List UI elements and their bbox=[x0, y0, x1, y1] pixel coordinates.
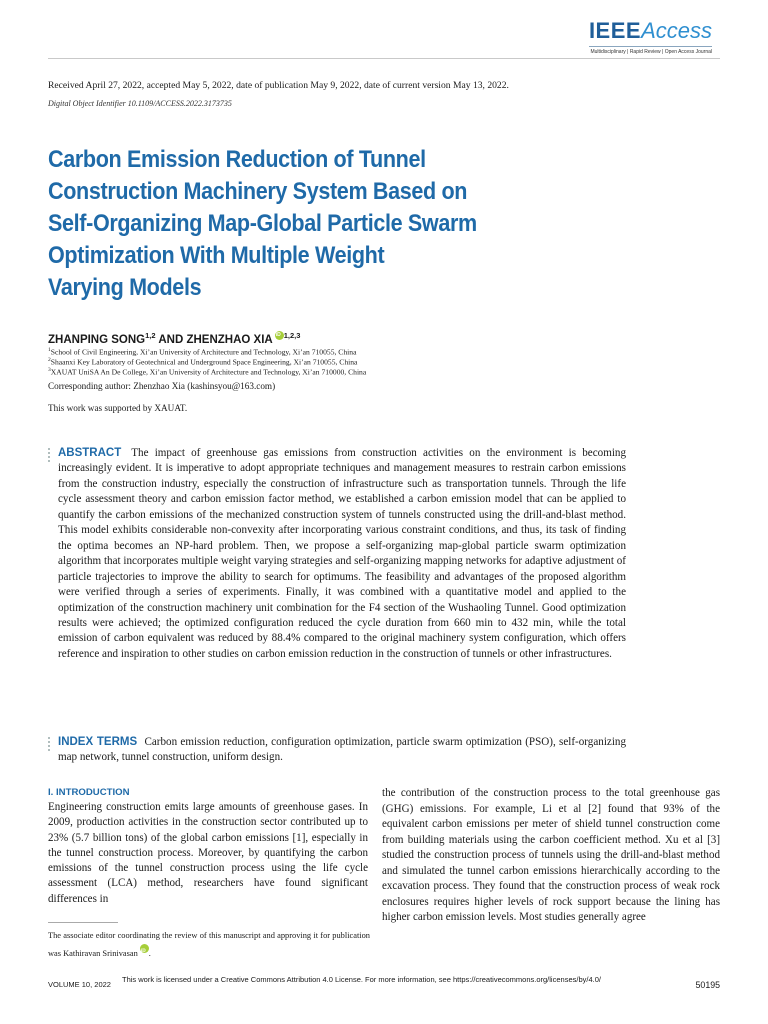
abstract-label: ABSTRACT bbox=[58, 447, 122, 459]
author-conjunction: AND bbox=[155, 334, 187, 346]
footer-license[interactable]: This work is licensed under a Creative Commons Attribution 4.0 License. For more information, see https://creativecommons.org/licenses/by/4.0/ bbox=[122, 975, 601, 984]
abstract-marker-icon bbox=[48, 448, 51, 464]
author-list bbox=[48, 331, 300, 346]
page-number: 50195 bbox=[695, 980, 720, 990]
footer-volume: VOLUME 10, 2022 bbox=[48, 980, 111, 989]
received-dates: Received April 27, 2022, accepted May 5, 2022, date of publication May 9, 2022, date of current version May 13, 2022. bbox=[48, 80, 509, 91]
affiliation-number: 1 bbox=[48, 347, 51, 353]
footnote-text: The associate editor coordinating the review of this manuscript and approving it for publication was Kathiravan Srinivasan bbox=[48, 931, 370, 958]
affiliation-text: Shaanxi Key Laboratory of Geotechnical and Underground Space Engineering, Xi’an 710055, China bbox=[50, 357, 358, 367]
author-name[interactable]: ZHANPING SONG bbox=[48, 334, 146, 346]
title-line: Varying Models bbox=[48, 274, 202, 301]
abstract bbox=[58, 446, 626, 662]
logo-tagline: Multidisciplinary | Rapid Review | Open Access Journal bbox=[590, 49, 712, 55]
abstract-text: The impact of greenhouse gas emissions from construction activities on the environment is becoming increasingly evident. It is imperative to adopt appropriate techniques and management measures to restrain carbon emissions from the construction industry, especially the construction of infrastructure such as transportation tunnels. Through the life cycle assessment theory and carbon emission factor method, we established a carbon emission model that can be applied to quantify the carbon emissions of the mechanized construction system of tunnels constructed using the drill-and-blast method. This model exhibits considerable non-convexity after incorporating various constraint conditions, and thus, its task of finding the optima becomes an NP-hard problem. Then, we propose a self-organizing map-global particle swarm optimization algorithm that incorporates multiple weight varying strategies and self-organizing mapping networks for adaptive adjustment of particle trajectories to improve the ability to search for optimums. The feasibility and advantages of the proposed algorithm were verified through a series of experiments. Finally, it was combined with a quantitative model and applied to the optimization of the construction machinery unit combination for the F4 section of the Wushaoling Tunnel. Good optimization results were achieved; the optimized configuration reduced the cycle duration from 660 min to 432 min, while the total emission of carbon equivalent was reduced by 88.4% compared to the original machinery system configuration, which offers reference and inspiration to other studies on carbon emission reduction in the construction of tunnels or other infrastructures. bbox=[58, 447, 626, 660]
paper-title bbox=[48, 144, 611, 304]
index-terms bbox=[58, 735, 626, 766]
intro-left-column: Engineering construction emits large amounts of greenhouse gases. In 2009, production activities in the construction sector contributed up to 23% (5.7 billion tons) of the global carbon emissions [1], especially in the tunnel construction process. Moreover, by quantifying the carbon emissions of the tunnel construction process using the life cycle assessment (LCA) method, researchers have found significant differences in bbox=[48, 801, 368, 905]
journal-logo bbox=[589, 20, 712, 55]
affiliation-text: XAUAT UniSA An De College, Xi’an University of Architecture and Technology, Xi’an 710000, China bbox=[50, 367, 367, 377]
affiliation-number: 3 bbox=[48, 367, 51, 373]
author-affiliation-marks: 1,2 bbox=[145, 331, 156, 341]
author-name[interactable]: ZHENZHAO XIA bbox=[186, 334, 273, 346]
title-line: Optimization With Multiple Weight bbox=[48, 242, 385, 269]
index-terms-text: Carbon emission reduction, configuration optimization, particle swarm optimization (PSO), self-organizing map network, tunnel construction, uniform design. bbox=[58, 736, 626, 764]
title-line: Construction Machinery System Based on bbox=[48, 178, 468, 205]
funding-note: This work was supported by XAUAT. bbox=[48, 403, 188, 413]
section-heading: I. INTRODUCTION bbox=[48, 787, 130, 798]
orcid-icon[interactable] bbox=[275, 331, 284, 340]
index-terms-label: INDEX TERMS bbox=[58, 736, 138, 748]
footnote-divider bbox=[48, 922, 118, 923]
logo-brand-sub: Access bbox=[641, 18, 712, 43]
corresponding-author: Corresponding author: Zhenzhao Xia (kashinsyou@163.com) bbox=[48, 381, 276, 391]
affiliation-text: School of Civil Engineering, Xi’an University of Architecture and Technology, Xi’an 710055, China bbox=[50, 347, 357, 357]
intro-right-column: the contribution of the construction process to the total greenhouse gas (GHG) emissions. For example, Li et al [2] found that 93% of the equivalent carbon emissions per meter of shield tunnel construction come from building materials using the carbon coefficient method. Xu et al [3] studied the construction process of tunnels using the drill-and-blast method and simulated the tunnel carbon emissions hierarchically according to the excavation process. They found that the construction process of weak rock enclosures requires higher levels of rock support because the lining has higher carbon emission levels. Most studies generally agree bbox=[382, 787, 720, 924]
footnote-end: . bbox=[148, 948, 151, 958]
affiliation bbox=[48, 357, 357, 367]
author-affiliation-marks: 1,2,3 bbox=[283, 331, 301, 341]
title-line: Self-Organizing Map-Global Particle Swarm bbox=[48, 210, 477, 237]
editor-footnote bbox=[48, 929, 370, 961]
affiliation bbox=[48, 347, 356, 357]
doi-line[interactable]: Digital Object Identifier 10.1109/ACCESS.2022.3173735 bbox=[48, 99, 232, 108]
index-terms-marker-icon bbox=[48, 737, 51, 753]
logo-brand-main: IEEE bbox=[588, 18, 642, 43]
affiliation bbox=[48, 367, 366, 377]
orcid-icon[interactable] bbox=[140, 944, 149, 953]
header-divider bbox=[48, 58, 720, 59]
title-line: Carbon Emission Reduction of Tunnel bbox=[48, 146, 426, 173]
affiliation-number: 2 bbox=[48, 357, 51, 363]
logo-rule bbox=[589, 46, 712, 47]
